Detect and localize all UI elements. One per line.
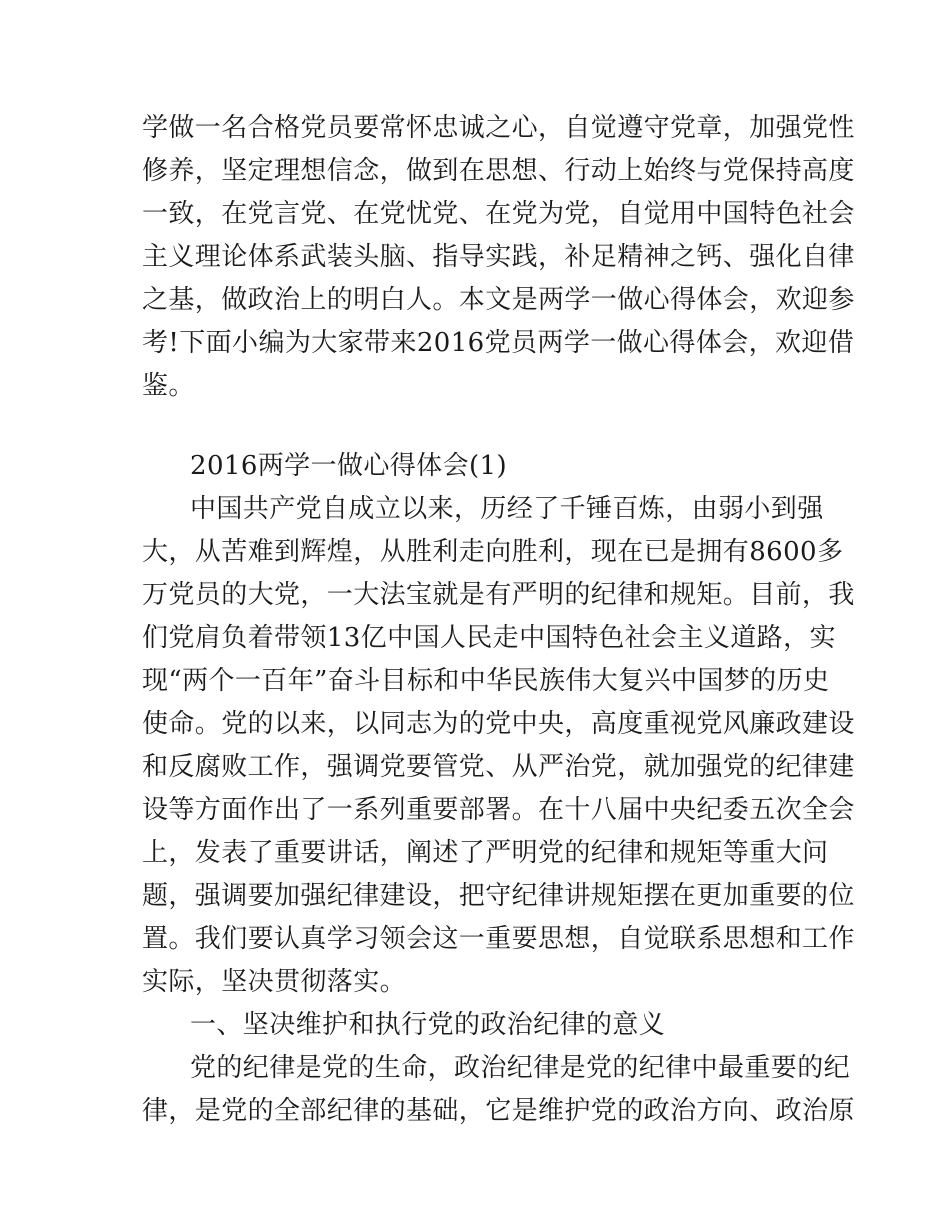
body-line: 使命。党的以来，以同志为的党中央，高度重视党风廉政建设: [142, 709, 855, 739]
body-line: 和反腐败工作，强调党要管党、从严治党，就加强党的纪律建: [142, 752, 855, 782]
body-line: 现“两个一百年”奋斗目标和中华民族伟大复兴中国梦的历史: [142, 666, 830, 696]
subheading: 一、坚决维护和执行党的政治纪律的意义: [190, 1010, 666, 1040]
body-line: 万党员的大党，一大法宝就是有严明的纪律和规矩。目前，我: [142, 580, 855, 610]
section-title: 2016两学一做心得体会(1): [190, 451, 507, 481]
intro-line: 一致，在党言党、在党忧党、在党为党，自觉用中国特色社会: [142, 199, 855, 229]
body-line: 律，是党的全部纪律的基础，它是维护党的政治方向、政治原: [142, 1096, 855, 1126]
body-line: 上，发表了重要讲话，阐述了严明党的纪律和规矩等重大问: [142, 838, 829, 868]
body-line: 中国共产党自成立以来，历经了千锤百炼，由弱小到强: [190, 494, 824, 524]
intro-line: 考!下面小编为大家带来2016党员两学一做心得体会，欢迎借: [142, 328, 855, 358]
intro-line: 鉴。: [142, 371, 195, 401]
body-line: 党的纪律是党的生命，政治纪律是党的纪律中最重要的纪: [190, 1053, 851, 1083]
body-line: 实际，坚决贯彻落实。: [142, 967, 407, 997]
intro-line: 主义理论体系武装头脑、指导实践，补足精神之钙、强化自律: [142, 242, 855, 272]
body-line: 们党肩负着带领13亿中国人民走中国特色社会主义道路，实: [142, 623, 836, 653]
body-line: 题，强调要加强纪律建设，把守纪律讲规矩摆在更加重要的位: [142, 881, 855, 911]
body-line: 设等方面作出了一系列重要部署。在十八届中央纪委五次全会: [142, 795, 855, 825]
intro-line: 学做一名合格党员要常怀忠诚之心，自觉遵守党章，加强党性: [142, 113, 855, 143]
body-line: 置。我们要认真学习领会这一重要思想，自觉联系思想和工作: [142, 924, 855, 954]
intro-line: 之基，做政治上的明白人。本文是两学一做心得体会，欢迎参: [142, 285, 855, 315]
intro-line: 修养，坚定理想信念，做到在思想、行动上始终与党保持高度: [142, 156, 855, 186]
body-line: 大，从苦难到辉煌，从胜利走向胜利，现在已是拥有8600多: [142, 537, 844, 567]
